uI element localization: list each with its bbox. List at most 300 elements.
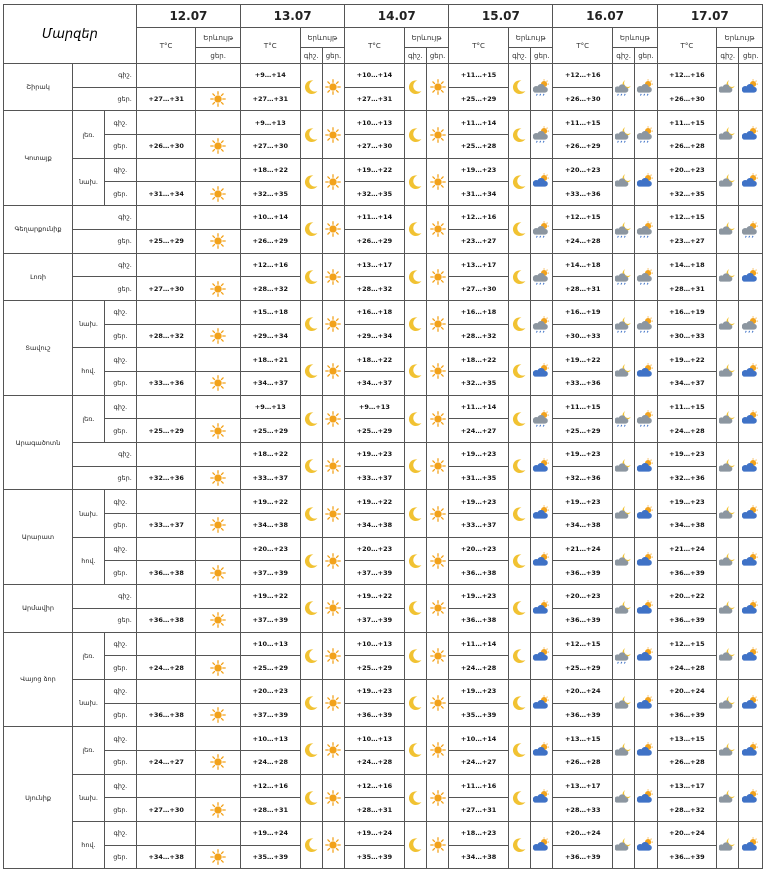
temperature-cell: +28…+31: [553, 277, 613, 301]
empty-icon-cell: [196, 632, 241, 656]
cloud-sun-icon: [739, 585, 763, 632]
moon-icon: [508, 632, 530, 679]
temperature-cell: +12…+16: [657, 64, 717, 88]
cloud-moon-icon: [717, 679, 739, 726]
moon-icon: [300, 348, 322, 395]
temperature-cell: [136, 537, 196, 561]
temperature-cell: +37…+39: [241, 561, 301, 585]
temperature-cell: +34…+38: [345, 514, 405, 538]
temperature-cell: +19…+23: [553, 443, 613, 467]
cloud-sun-icon: [531, 490, 553, 537]
time-label: գիշ.: [104, 537, 136, 561]
temperature-cell: +35…+39: [241, 845, 301, 869]
time-label: ցեր.: [104, 656, 136, 680]
temperature-cell: [136, 774, 196, 798]
temperature-cell: +19…+22: [345, 490, 405, 514]
temperature-cell: +12…+15: [553, 206, 613, 230]
temperature-cell: +26…+29: [345, 229, 405, 253]
date-header-1: 12.07: [136, 5, 240, 28]
temperature-cell: +20…+23: [553, 585, 613, 609]
temperature-cell: [136, 253, 196, 277]
sun-icon: [426, 300, 448, 347]
time-label: ցեր.: [104, 371, 136, 395]
moon-icon: [508, 111, 530, 158]
temperature-cell: +33…+37: [136, 514, 196, 538]
temperature-cell: +18…+21: [241, 348, 301, 372]
sun-icon: [196, 466, 241, 490]
temperature-cell: +23…+27: [449, 229, 509, 253]
temp-header: T°C: [241, 28, 301, 64]
temperature-cell: +28…+32: [449, 324, 509, 348]
temperature-cell: +27…+30: [449, 277, 509, 301]
temperature-cell: [136, 395, 196, 419]
phenomenon-header: Երևույթ: [717, 28, 763, 48]
empty-icon-cell: [196, 822, 241, 846]
temperature-cell: +31…+34: [449, 182, 509, 206]
cloud-sun-rain-icon: [531, 253, 553, 300]
day-subheader: ցեր.: [196, 48, 241, 64]
temperature-cell: [136, 158, 196, 182]
sun-icon: [322, 822, 344, 869]
table-row: [4, 774, 763, 798]
time-label: ցեր.: [104, 798, 136, 822]
temperature-cell: +11…+14: [449, 395, 509, 419]
table-row: [4, 679, 763, 703]
empty-icon-cell: [196, 679, 241, 703]
sun-icon: [426, 727, 448, 774]
zone-label: նախ.: [73, 300, 105, 347]
moon-icon: [508, 822, 530, 869]
moon-icon: [300, 537, 322, 584]
time-label: գիշ.: [73, 206, 137, 230]
moon-icon: [508, 537, 530, 584]
moon-icon: [508, 679, 530, 726]
temperature-cell: +19…+23: [449, 443, 509, 467]
temperature-cell: +24…+27: [449, 750, 509, 774]
cloud-sun-rain-icon: [531, 395, 553, 442]
date-header-4: 15.07: [449, 5, 553, 28]
cloud-sun-icon: [739, 490, 763, 537]
temperature-cell: [136, 206, 196, 230]
temperature-cell: +24…+28: [136, 656, 196, 680]
temperature-cell: +35…+39: [449, 703, 509, 727]
temperature-cell: +28…+32: [345, 277, 405, 301]
moon-icon: [404, 253, 426, 300]
zone-label: լեռ.: [73, 395, 105, 442]
cloud-sun-icon: [531, 348, 553, 395]
temperature-cell: +24…+28: [345, 750, 405, 774]
moon-icon: [404, 158, 426, 205]
phenomenon-header: Երևույթ: [300, 28, 345, 48]
moon-icon: [404, 111, 426, 158]
sun-icon: [426, 679, 448, 726]
table-row: [4, 64, 763, 88]
zone-label: հով.: [73, 537, 105, 584]
cloud-sun-icon: [739, 679, 763, 726]
cloud-sun-icon: [635, 537, 657, 584]
table-row: [4, 585, 763, 609]
temperature-cell: +20…+24: [657, 822, 717, 846]
temperature-cell: +12…+16: [449, 206, 509, 230]
temperature-cell: +25…+29: [345, 656, 405, 680]
temperature-cell: +25…+29: [136, 229, 196, 253]
temperature-cell: +34…+38: [657, 514, 717, 538]
temp-header: T°C: [136, 28, 196, 64]
sun-icon: [196, 324, 241, 348]
cloud-sun-icon: [635, 774, 657, 821]
cloud-sun-rain-icon: [635, 206, 657, 253]
temperature-cell: +12…+16: [553, 64, 613, 88]
temperature-cell: +18…+22: [345, 348, 405, 372]
temperature-cell: +11…+15: [657, 395, 717, 419]
sun-icon: [196, 182, 241, 206]
temperature-cell: +20…+23: [345, 537, 405, 561]
sun-icon: [196, 608, 241, 632]
cloud-moon-rain-icon: [612, 64, 634, 111]
temperature-cell: +32…+35: [449, 371, 509, 395]
zone-label: նախ.: [73, 774, 105, 821]
moon-icon: [508, 727, 530, 774]
temperature-cell: +19…+23: [657, 443, 717, 467]
moon-icon: [300, 111, 322, 158]
temperature-cell: +26…+28: [553, 750, 613, 774]
moon-icon: [300, 774, 322, 821]
temperature-cell: +19…+22: [345, 158, 405, 182]
cloud-sun-icon: [739, 158, 763, 205]
moon-icon: [508, 206, 530, 253]
temperature-cell: +36…+38: [449, 561, 509, 585]
zone-label: հով.: [73, 822, 105, 869]
cloud-sun-icon: [739, 64, 763, 111]
temperature-cell: +29…+34: [241, 324, 301, 348]
time-label: գիշ.: [104, 395, 136, 419]
temperature-cell: +16…+19: [553, 300, 613, 324]
temperature-cell: +32…+36: [553, 466, 613, 490]
moon-icon: [508, 443, 530, 490]
temperature-cell: +33…+36: [553, 371, 613, 395]
moon-icon: [508, 774, 530, 821]
region-name: Արմավիր: [4, 585, 73, 632]
table-row: [4, 727, 763, 751]
day-subheader: ցեր.: [739, 48, 763, 64]
temperature-cell: +11…+14: [345, 206, 405, 230]
temperature-cell: +27…+30: [136, 277, 196, 301]
temperature-cell: +12…+15: [553, 632, 613, 656]
time-label: գիշ.: [104, 727, 136, 751]
sun-icon: [196, 561, 241, 585]
moon-icon: [300, 632, 322, 679]
temperature-cell: +36…+38: [136, 703, 196, 727]
temperature-cell: +20…+24: [553, 679, 613, 703]
temperature-cell: +20…+23: [449, 537, 509, 561]
sun-icon: [322, 158, 344, 205]
temperature-cell: +19…+24: [345, 822, 405, 846]
table-row: [4, 111, 763, 135]
temperature-cell: +26…+30: [657, 87, 717, 111]
table-row: [4, 253, 763, 277]
time-label: գիշ.: [104, 490, 136, 514]
temperature-cell: +19…+23: [553, 490, 613, 514]
moon-icon: [404, 348, 426, 395]
moon-icon: [300, 585, 322, 632]
temperature-cell: +28…+31: [241, 798, 301, 822]
temp-header: T°C: [449, 28, 509, 64]
temperature-cell: +26…+30: [553, 87, 613, 111]
sun-icon: [196, 229, 241, 253]
temperature-cell: +36…+39: [345, 703, 405, 727]
region-name: Տավուշ: [4, 300, 73, 395]
temperature-cell: +32…+35: [241, 182, 301, 206]
empty-icon-cell: [196, 537, 241, 561]
cloud-moon-icon: [612, 348, 634, 395]
time-label: ցեր.: [104, 135, 136, 159]
temperature-cell: +11…+16: [449, 774, 509, 798]
sun-icon: [196, 514, 241, 538]
day-subheader: ցեր.: [531, 48, 553, 64]
empty-icon-cell: [196, 348, 241, 372]
cloud-moon-icon: [612, 158, 634, 205]
temperature-cell: +32…+35: [345, 182, 405, 206]
temperature-cell: +36…+39: [553, 561, 613, 585]
cloud-sun-icon: [739, 727, 763, 774]
time-label: ցեր.: [104, 703, 136, 727]
temperature-cell: +25…+29: [136, 419, 196, 443]
cloud-moon-icon: [717, 395, 739, 442]
temperature-cell: +18…+22: [241, 158, 301, 182]
empty-icon-cell: [196, 206, 241, 230]
time-label: գիշ.: [104, 158, 136, 182]
temperature-cell: +28…+32: [136, 324, 196, 348]
time-label: ցեր.: [104, 561, 136, 585]
sun-icon: [322, 727, 344, 774]
temperature-cell: +19…+23: [449, 585, 509, 609]
temperature-cell: +9…+13: [345, 395, 405, 419]
time-label: գիշ.: [73, 443, 137, 467]
temperature-cell: +33…+36: [136, 371, 196, 395]
temperature-cell: +28…+31: [345, 798, 405, 822]
temperature-cell: +11…+15: [553, 111, 613, 135]
temperature-cell: +36…+39: [657, 608, 717, 632]
temperature-cell: +37…+39: [241, 703, 301, 727]
moon-icon: [508, 158, 530, 205]
temperature-cell: +26…+28: [657, 135, 717, 159]
cloud-sun-rain-icon: [635, 64, 657, 111]
cloud-moon-icon: [717, 632, 739, 679]
temperature-cell: +32…+36: [657, 466, 717, 490]
cloud-sun-icon: [531, 727, 553, 774]
sun-icon: [196, 419, 241, 443]
region-name: Վայոց ձոր: [4, 632, 73, 727]
cloud-moon-icon: [717, 158, 739, 205]
time-label: ցեր.: [104, 419, 136, 443]
temperature-cell: +13…+17: [657, 774, 717, 798]
temperature-cell: +19…+22: [345, 585, 405, 609]
cloud-sun-icon: [635, 585, 657, 632]
temperature-cell: +25…+29: [449, 87, 509, 111]
moon-icon: [300, 158, 322, 205]
time-label: գիշ.: [104, 774, 136, 798]
region-name: Արարատ: [4, 490, 73, 585]
temperature-cell: +28…+31: [657, 277, 717, 301]
temperature-cell: +11…+15: [449, 64, 509, 88]
sun-icon: [426, 443, 448, 490]
zone-label: լեռ.: [73, 632, 105, 679]
table-row: [4, 348, 763, 372]
time-label: ցեր.: [104, 324, 136, 348]
cloud-sun-rain-icon: [635, 253, 657, 300]
temperature-cell: +27…+31: [345, 87, 405, 111]
sun-icon: [196, 656, 241, 680]
temperature-cell: +34…+38: [449, 845, 509, 869]
time-label: գիշ.: [104, 348, 136, 372]
time-label: ցեր.: [73, 608, 137, 632]
sun-icon: [322, 443, 344, 490]
temperature-cell: +36…+39: [553, 608, 613, 632]
night-subheader: գիշ.: [300, 48, 322, 64]
cloud-moon-icon: [612, 585, 634, 632]
forecast-table: [3, 4, 763, 869]
temperature-cell: +19…+24: [241, 822, 301, 846]
phenomenon-header: Երևույթ: [508, 28, 553, 48]
empty-icon-cell: [196, 111, 241, 135]
temperature-cell: +9…+13: [241, 111, 301, 135]
temperature-cell: +12…+16: [345, 774, 405, 798]
temperature-cell: +10…+14: [241, 206, 301, 230]
temperature-cell: [136, 632, 196, 656]
cloud-sun-rain-icon: [531, 64, 553, 111]
moon-icon: [404, 300, 426, 347]
moon-icon: [404, 774, 426, 821]
table-row: [4, 490, 763, 514]
temperature-cell: +19…+23: [449, 490, 509, 514]
zone-label: նախ.: [73, 679, 105, 726]
cloud-sun-icon: [739, 822, 763, 869]
moon-icon: [404, 585, 426, 632]
sun-icon: [196, 135, 241, 159]
sun-icon: [196, 371, 241, 395]
cloud-moon-icon: [612, 537, 634, 584]
zone-label: հով.: [73, 348, 105, 395]
cloud-sun-icon: [531, 679, 553, 726]
sun-icon: [196, 750, 241, 774]
region-name: Շիրակ: [4, 64, 73, 111]
temperature-cell: [136, 111, 196, 135]
sun-icon: [322, 111, 344, 158]
temperature-cell: +27…+30: [136, 798, 196, 822]
cloud-moon-icon: [717, 206, 739, 253]
temperature-cell: +34…+37: [657, 371, 717, 395]
cloud-sun-icon: [531, 443, 553, 490]
moon-icon: [508, 64, 530, 111]
moon-icon: [508, 395, 530, 442]
empty-icon-cell: [196, 158, 241, 182]
zone-label: նախ.: [73, 490, 105, 537]
cloud-sun-icon: [739, 537, 763, 584]
moon-icon: [508, 585, 530, 632]
cloud-moon-icon: [717, 727, 739, 774]
temperature-cell: +24…+28: [553, 229, 613, 253]
temperature-cell: +27…+31: [241, 87, 301, 111]
cloud-moon-icon: [717, 585, 739, 632]
temperature-cell: +19…+22: [657, 348, 717, 372]
temperature-cell: +13…+15: [657, 727, 717, 751]
temperature-cell: +28…+32: [241, 277, 301, 301]
temperature-cell: +27…+30: [241, 135, 301, 159]
region-name: Լոռի: [4, 253, 73, 300]
sun-icon: [426, 585, 448, 632]
cloud-sun-rain-icon: [531, 300, 553, 347]
temperature-cell: +19…+22: [241, 490, 301, 514]
temperature-cell: +20…+23: [241, 537, 301, 561]
cloud-moon-rain-icon: [612, 111, 634, 158]
temperature-cell: +9…+14: [241, 64, 301, 88]
moon-icon: [404, 727, 426, 774]
temperature-cell: [136, 348, 196, 372]
empty-icon-cell: [196, 253, 241, 277]
cloud-sun-icon: [531, 822, 553, 869]
table-row: [4, 443, 763, 467]
temperature-cell: +11…+15: [553, 395, 613, 419]
temperature-cell: [136, 679, 196, 703]
time-label: գիշ.: [73, 64, 137, 88]
moon-icon: [404, 206, 426, 253]
cloud-moon-icon: [717, 822, 739, 869]
temperature-cell: +12…+16: [241, 774, 301, 798]
sun-icon: [426, 537, 448, 584]
temperature-cell: +19…+23: [345, 679, 405, 703]
day-subheader: ցեր.: [426, 48, 448, 64]
moon-icon: [300, 679, 322, 726]
temp-header: T°C: [553, 28, 613, 64]
moon-icon: [404, 443, 426, 490]
cloud-moon-icon: [717, 537, 739, 584]
sun-icon: [196, 703, 241, 727]
time-label: գիշ.: [104, 632, 136, 656]
moon-icon: [300, 253, 322, 300]
temperature-cell: +20…+24: [657, 679, 717, 703]
cloud-moon-icon: [612, 679, 634, 726]
empty-icon-cell: [196, 774, 241, 798]
cloud-sun-rain-icon: [635, 111, 657, 158]
temperature-cell: +35…+39: [345, 845, 405, 869]
temperature-cell: [136, 300, 196, 324]
sun-icon: [426, 111, 448, 158]
sun-icon: [322, 300, 344, 347]
sun-icon: [322, 64, 344, 111]
night-subheader: գիշ.: [508, 48, 530, 64]
cloud-moon-rain-icon: [612, 300, 634, 347]
moon-icon: [404, 395, 426, 442]
empty-icon-cell: [196, 300, 241, 324]
moon-icon: [508, 253, 530, 300]
temperature-cell: +10…+14: [449, 727, 509, 751]
temperature-cell: +13…+17: [345, 253, 405, 277]
sun-icon: [426, 206, 448, 253]
cloud-moon-icon: [612, 443, 634, 490]
temperature-cell: +21…+24: [553, 537, 613, 561]
temperature-cell: +25…+29: [553, 419, 613, 443]
time-label: ցեր.: [104, 845, 136, 869]
cloud-moon-icon: [717, 443, 739, 490]
moon-icon: [508, 490, 530, 537]
temperature-cell: +25…+29: [345, 419, 405, 443]
moon-icon: [404, 679, 426, 726]
sun-icon: [322, 774, 344, 821]
empty-icon-cell: [196, 727, 241, 751]
moon-icon: [300, 64, 322, 111]
cloud-sun-icon: [635, 632, 657, 679]
table-row: [4, 537, 763, 561]
